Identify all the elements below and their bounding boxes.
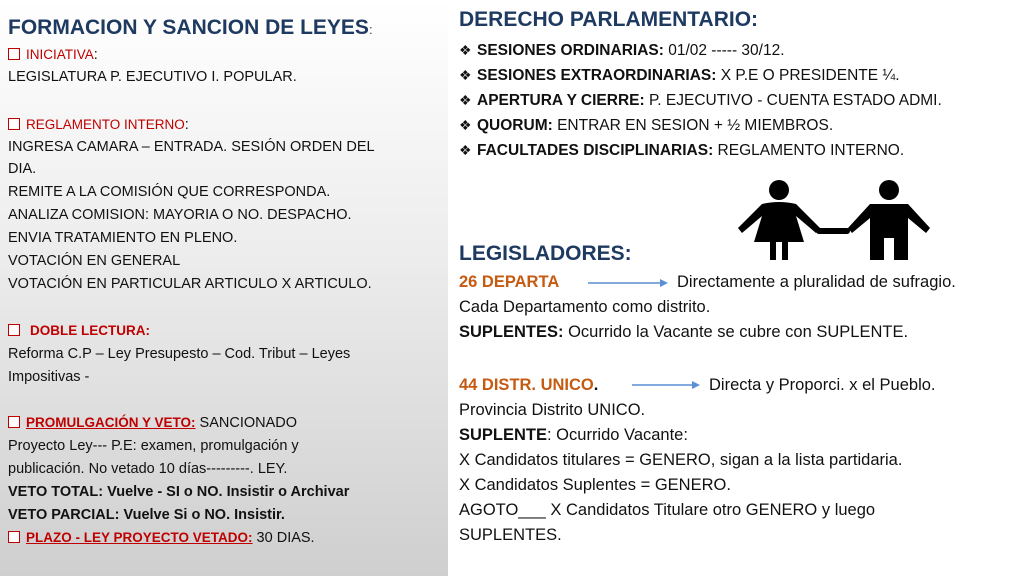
reglamento-line: DIA. xyxy=(8,161,37,177)
provincia-line: Provincia Distrito UNICO. xyxy=(459,401,646,419)
bullet-item: ❖ QUORUM: ENTRAR EN SESION + ½ MIEMBROS. xyxy=(459,113,833,138)
reglamento-line: INGRESA CAMARA – ENTRADA. SESIÓN ORDEN DEL xyxy=(8,139,375,155)
distr-text: Directa y Proporci. x el Pueblo. xyxy=(709,376,936,394)
reglamento-heading: REGLAMENTO INTERNO: xyxy=(8,114,189,136)
veto-total-line: VETO TOTAL: Vuelve - SI o NO. Insistir o Archivar xyxy=(8,484,350,500)
cada-line: Cada Departamento como distrito. xyxy=(459,298,711,316)
iniciativa-heading: INICIATIVA: xyxy=(8,44,98,66)
departa-line: 26 DEPARTA xyxy=(459,273,560,291)
bullet-item: ❖ FACULTADES DISCIPLINARIAS: REGLAMENTO INTERNO. xyxy=(459,138,904,163)
bullet-item: ❖ APERTURA Y CIERRE: P. EJECUTIVO - CUENTA ESTADO ADMI. xyxy=(459,88,942,113)
checkbox-bullet-icon xyxy=(8,48,20,60)
bullet-item: ❖ SESIONES ORDINARIAS: 01/02 ----- 30/12. xyxy=(459,38,785,63)
suplentes-final-line: SUPLENTES. xyxy=(459,526,562,544)
candidatos-titulares-line: X Candidatos titulares = GENERO, sigan a la lista partidaria. xyxy=(459,451,903,469)
iniciativa-text: LEGISLATURA P. EJECUTIVO I. POPULAR. xyxy=(8,69,297,85)
promulgacion-line: publicación. No vetado 10 días---------. LEY. xyxy=(8,461,288,477)
arrow-right-icon xyxy=(586,276,670,290)
departa-text: Directamente a pluralidad de sufragio. xyxy=(677,273,956,291)
diamond-bullet-icon: ❖ xyxy=(459,92,472,108)
suplente-line: SUPLENTE: Ocurrido Vacante: xyxy=(459,426,688,444)
diamond-bullet-icon: ❖ xyxy=(459,117,472,133)
bullet-item: ❖ SESIONES EXTRAORDINARIAS: X P.E O PRESIDENTE ¼. xyxy=(459,63,900,88)
candidatos-suplentes-line: X Candidatos Suplentes = GENERO. xyxy=(459,476,731,494)
promulgacion-heading: PROMULGACIÓN Y VETO: SANCIONADO xyxy=(8,412,297,434)
diamond-bullet-icon: ❖ xyxy=(459,142,472,158)
diamond-bullet-icon: ❖ xyxy=(459,67,472,83)
doble-lectura-line: Reforma C.P – Ley Presupesto – Cod. Tribut – Leyes xyxy=(8,346,351,362)
agoto-line: AGOTO___ X Candidatos Titulare otro GENERO y luego xyxy=(459,501,876,519)
doble-lectura-heading: DOBLE LECTURA: xyxy=(8,320,150,342)
reglamento-line: REMITE A LA COMISIÓN QUE CORRESPONDA. xyxy=(8,184,331,200)
reglamento-line: ENVIA TRATAMIENTO EN PLENO. xyxy=(8,230,238,246)
checkbox-bullet-icon xyxy=(8,324,20,336)
distr-line: 44 DISTR. UNICO. xyxy=(459,376,599,394)
doble-lectura-line: Impositivas - xyxy=(8,369,90,385)
diamond-bullet-icon: ❖ xyxy=(459,42,472,58)
suplentes-line: SUPLENTES: Ocurrido la Vacante se cubre con SUPLENTE. xyxy=(459,323,909,341)
couple-holding-hands-icon xyxy=(724,180,964,260)
right-title: DERECHO PARLAMENTARIO: xyxy=(459,8,759,31)
plazo-heading: PLAZO - LEY PROYECTO VETADO: 30 DIAS. xyxy=(8,527,315,549)
promulgacion-line: Proyecto Ley--- P.E: examen, promulgación y xyxy=(8,438,299,454)
veto-parcial-line: VETO PARCIAL: Vuelve Si o NO. Insistir. xyxy=(8,507,285,523)
reglamento-line: VOTACIÓN EN PARTICULAR ARTICULO X ARTICULO. xyxy=(8,276,372,292)
arrow-right-icon xyxy=(630,378,702,392)
reglamento-line: VOTACIÓN EN GENERAL xyxy=(8,253,181,269)
reglamento-line: ANALIZA COMISION: MAYORIA O NO. DESPACHO. xyxy=(8,207,352,223)
checkbox-bullet-icon xyxy=(8,531,20,543)
left-title: FORMACION Y SANCION DE LEYES: xyxy=(8,16,373,39)
legisladores-title: LEGISLADORES: xyxy=(459,242,632,265)
checkbox-bullet-icon xyxy=(8,416,20,428)
checkbox-bullet-icon xyxy=(8,118,20,130)
